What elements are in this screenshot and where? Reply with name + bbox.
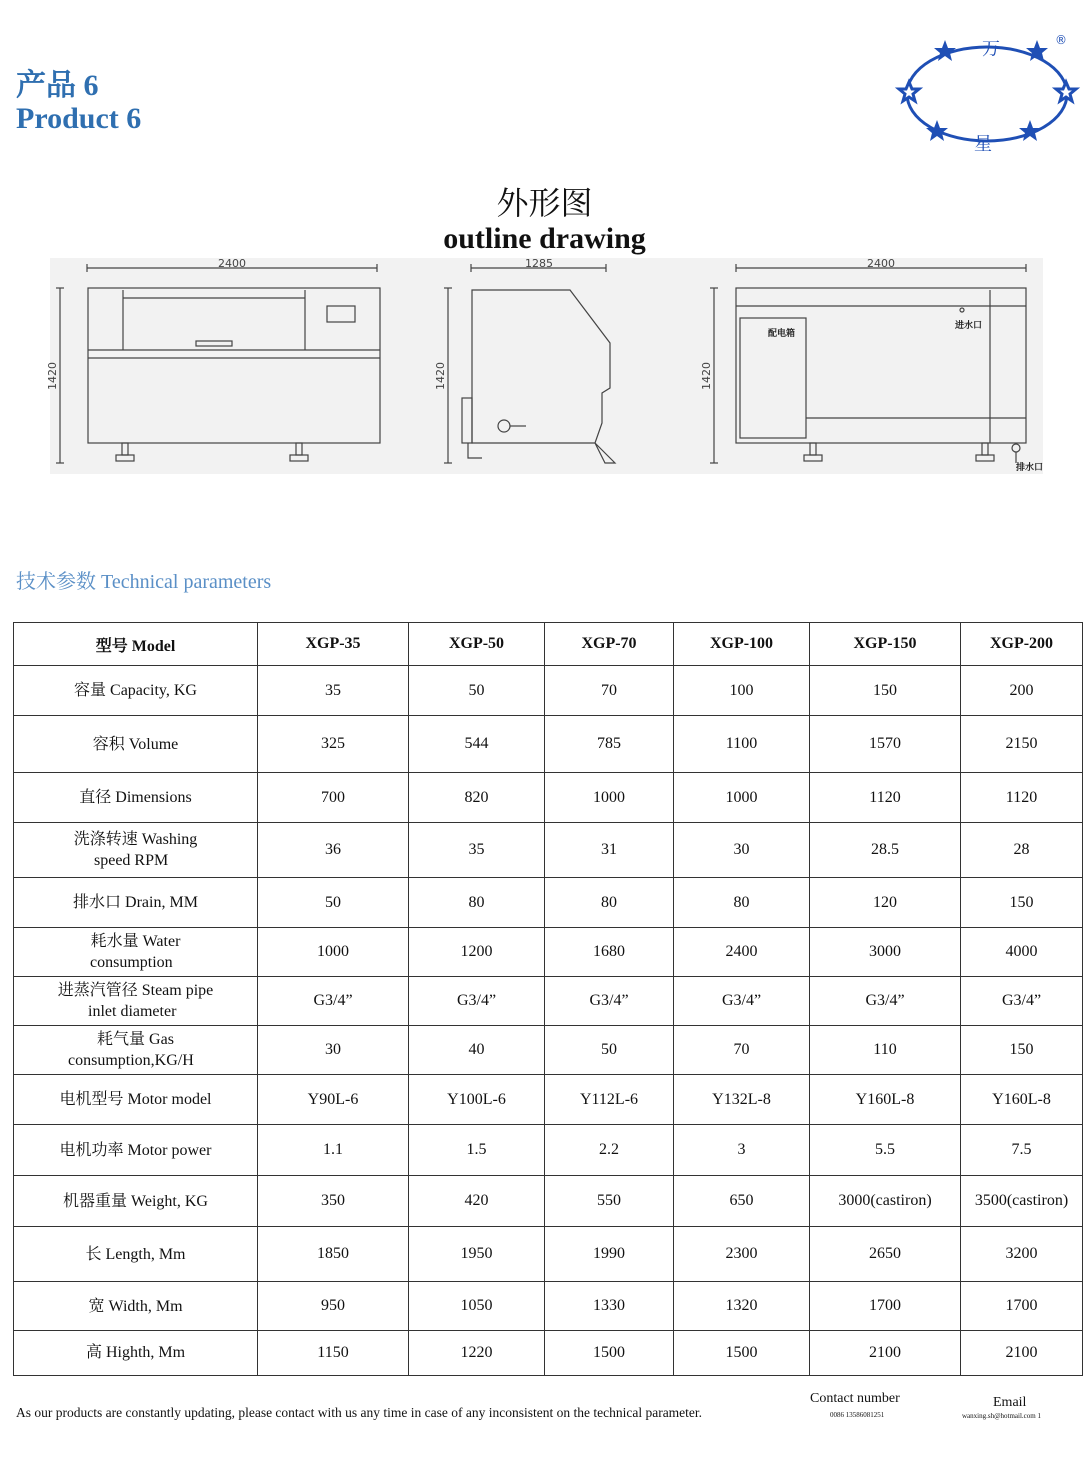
row-label: 机器重量 Weight, KG	[14, 1176, 258, 1227]
table-cell: 1330	[545, 1282, 674, 1331]
table-cell: 1100	[674, 716, 810, 773]
table-cell: 30	[674, 823, 810, 878]
table-cell: 1150	[258, 1331, 409, 1376]
table-cell: 36	[258, 823, 409, 878]
brand-logo	[895, 28, 1081, 156]
table-row	[14, 1125, 1083, 1176]
table-cell: 80	[545, 878, 674, 928]
table-cell: 1680	[545, 928, 674, 977]
side-width-label: 1285	[525, 257, 553, 270]
table-cell: 1000	[545, 773, 674, 823]
table-cell: 1000	[258, 928, 409, 977]
front-height-label: 1420	[46, 362, 59, 390]
table-row	[14, 1176, 1083, 1227]
side-view	[444, 264, 615, 463]
table-cell: 120	[810, 878, 961, 928]
email-value: wanxing.sh@hotmail.com 1	[962, 1412, 1041, 1420]
rear-width-label: 2400	[867, 257, 895, 270]
row-label	[14, 977, 258, 1026]
table-cell: 3200	[961, 1227, 1083, 1282]
contact-number-label: Contact number	[810, 1391, 900, 1406]
table-cell: 544	[409, 716, 545, 773]
table-cell: 1990	[545, 1227, 674, 1282]
table-cell: 2300	[674, 1227, 810, 1282]
table-cell: 785	[545, 716, 674, 773]
row-label: 排水口 Drain, MM	[14, 878, 258, 928]
table-row	[14, 1075, 1083, 1125]
table-cell: G3/4”	[258, 977, 409, 1026]
table-cell: 40	[409, 1026, 545, 1075]
footer-note: As our products are constantly updating, please contact with us any time in case of any inconsistent on the technical parameter.	[16, 1405, 703, 1420]
header-xgp-35: XGP-35	[258, 623, 409, 666]
table-cell: 5.5	[810, 1125, 961, 1176]
row-label-line1: 洗涤转速 Washing	[73, 831, 198, 848]
front-view	[56, 264, 380, 463]
row-label-line2: consumption,KG/H	[68, 1052, 194, 1069]
table-cell: 7.5	[961, 1125, 1083, 1176]
spec-table	[13, 622, 1083, 1376]
drain-label: 排水口	[1016, 463, 1044, 473]
product-title-cn: 产品 6	[16, 69, 99, 102]
outline-drawing	[46, 257, 1044, 474]
row-label: 高 Highth, Mm	[14, 1331, 258, 1376]
table-row	[14, 1227, 1083, 1282]
contact-number-value: 0086 13586081251	[830, 1411, 885, 1419]
table-cell: Y100L-6	[409, 1075, 545, 1125]
water-inlet-label: 进水口	[955, 321, 983, 331]
table-row	[14, 977, 1083, 1026]
row-label	[14, 823, 258, 878]
table-cell: 1500	[545, 1331, 674, 1376]
table-cell: 110	[810, 1026, 961, 1075]
table-cell: Y112L-6	[545, 1075, 674, 1125]
table-cell: 1570	[810, 716, 961, 773]
table-row	[14, 1282, 1083, 1331]
table-cell: 100	[674, 666, 810, 716]
table-row	[14, 716, 1083, 773]
table-row	[14, 666, 1083, 716]
table-cell: Y132L-8	[674, 1075, 810, 1125]
row-label: 容量 Capacity, KG	[14, 666, 258, 716]
table-cell: 1500	[674, 1331, 810, 1376]
header-xgp-50: XGP-50	[409, 623, 545, 666]
header-xgp-200: XGP-200	[961, 623, 1083, 666]
header-xgp-100: XGP-100	[674, 623, 810, 666]
table-cell: 350	[258, 1176, 409, 1227]
row-label-line1: 耗气量 Gas	[97, 1031, 174, 1048]
table-cell: 2400	[674, 928, 810, 977]
table-row	[14, 1331, 1083, 1376]
table-cell: 150	[961, 878, 1083, 928]
table-row	[14, 823, 1083, 878]
table-cell: 420	[409, 1176, 545, 1227]
table-cell: 3000	[810, 928, 961, 977]
side-height-label: 1420	[434, 362, 447, 390]
row-label: 电机功率 Motor power	[14, 1125, 258, 1176]
front-width-label: 2400	[218, 257, 246, 270]
table-cell: Y160L-8	[961, 1075, 1083, 1125]
table-cell: 1120	[961, 773, 1083, 823]
table-cell: 200	[961, 666, 1083, 716]
table-cell: 50	[545, 1026, 674, 1075]
row-label-line1: 耗水量 Water	[90, 933, 181, 950]
product-title-en: Product 6	[16, 102, 142, 135]
header-xgp-150: XGP-150	[810, 623, 961, 666]
control-box-label: 配电箱	[768, 329, 796, 339]
table-cell: Y160L-8	[810, 1075, 961, 1125]
row-label	[14, 928, 258, 977]
table-cell: 2650	[810, 1227, 961, 1282]
table-cell: G3/4”	[409, 977, 545, 1026]
table-cell: 3500(castiron)	[961, 1176, 1083, 1227]
table-cell: 650	[674, 1176, 810, 1227]
table-cell: 1700	[810, 1282, 961, 1331]
table-row	[14, 878, 1083, 928]
table-cell: 1.5	[409, 1125, 545, 1176]
row-label-line2: inlet diameter	[88, 1003, 177, 1020]
table-cell: 1950	[409, 1227, 545, 1282]
table-cell: 2100	[810, 1331, 961, 1376]
table-cell: Y90L-6	[258, 1075, 409, 1125]
registered-mark: ®	[1055, 33, 1067, 47]
table-cell: 30	[258, 1026, 409, 1075]
table-cell: 150	[810, 666, 961, 716]
email-label: Email	[993, 1395, 1027, 1410]
table-cell: 2150	[961, 716, 1083, 773]
logo-text-top: 万	[982, 39, 1000, 60]
table-cell: G3/4”	[674, 977, 810, 1026]
tech-params-heading: 技术参数 Technical parameters	[16, 571, 272, 593]
table-cell: 4000	[961, 928, 1083, 977]
table-cell: 950	[258, 1282, 409, 1331]
header-model: 型号 Model	[14, 623, 258, 666]
table-row	[14, 773, 1083, 823]
table-cell: G3/4”	[961, 977, 1083, 1026]
table-cell: G3/4”	[545, 977, 674, 1026]
row-label: 容积 Volume	[14, 716, 258, 773]
table-cell: 150	[961, 1026, 1083, 1075]
table-cell: 35	[258, 666, 409, 716]
row-label: 直径 Dimensions	[14, 773, 258, 823]
table-cell: 28.5	[810, 823, 961, 878]
drawing-title-cn: 外形图	[496, 184, 593, 222]
row-label: 长 Length, Mm	[14, 1227, 258, 1282]
table-row	[14, 928, 1083, 977]
table-cell: 50	[258, 878, 409, 928]
table-cell: 325	[258, 716, 409, 773]
row-label: 宽 Width, Mm	[14, 1282, 258, 1331]
table-cell: 35	[409, 823, 545, 878]
row-label: 电机型号 Motor model	[14, 1075, 258, 1125]
table-cell: 1220	[409, 1331, 545, 1376]
table-cell: 2100	[961, 1331, 1083, 1376]
row-label-line2: consumption	[90, 954, 173, 971]
table-cell: 80	[674, 878, 810, 928]
drawing-title-en: outline drawing	[443, 222, 646, 255]
table-cell: 1000	[674, 773, 810, 823]
table-header-row	[14, 623, 1083, 666]
logo-text-bottom: 星	[974, 134, 992, 155]
table-cell: 820	[409, 773, 545, 823]
table-cell: 1850	[258, 1227, 409, 1282]
row-label-line1: 进蒸汽管径 Steam pipe	[57, 982, 214, 999]
table-row	[14, 1026, 1083, 1075]
table-cell: 3000(castiron)	[810, 1176, 961, 1227]
row-label-line2: speed RPM	[94, 852, 169, 869]
header-xgp-70: XGP-70	[545, 623, 674, 666]
rear-view	[710, 264, 1026, 463]
table-cell: 1200	[409, 928, 545, 977]
table-cell: 50	[409, 666, 545, 716]
table-cell: 3	[674, 1125, 810, 1176]
table-cell: 28	[961, 823, 1083, 878]
table-cell: 700	[258, 773, 409, 823]
table-cell: 1050	[409, 1282, 545, 1331]
table-cell: 31	[545, 823, 674, 878]
table-cell: G3/4”	[810, 977, 961, 1026]
row-label	[14, 1026, 258, 1075]
table-cell: 1320	[674, 1282, 810, 1331]
table-cell: 1120	[810, 773, 961, 823]
table-cell: 70	[674, 1026, 810, 1075]
rear-height-label: 1420	[700, 362, 713, 390]
table-cell: 70	[545, 666, 674, 716]
table-cell: 2.2	[545, 1125, 674, 1176]
table-cell: 550	[545, 1176, 674, 1227]
table-cell: 80	[409, 878, 545, 928]
table-cell: 1700	[961, 1282, 1083, 1331]
table-cell: 1.1	[258, 1125, 409, 1176]
